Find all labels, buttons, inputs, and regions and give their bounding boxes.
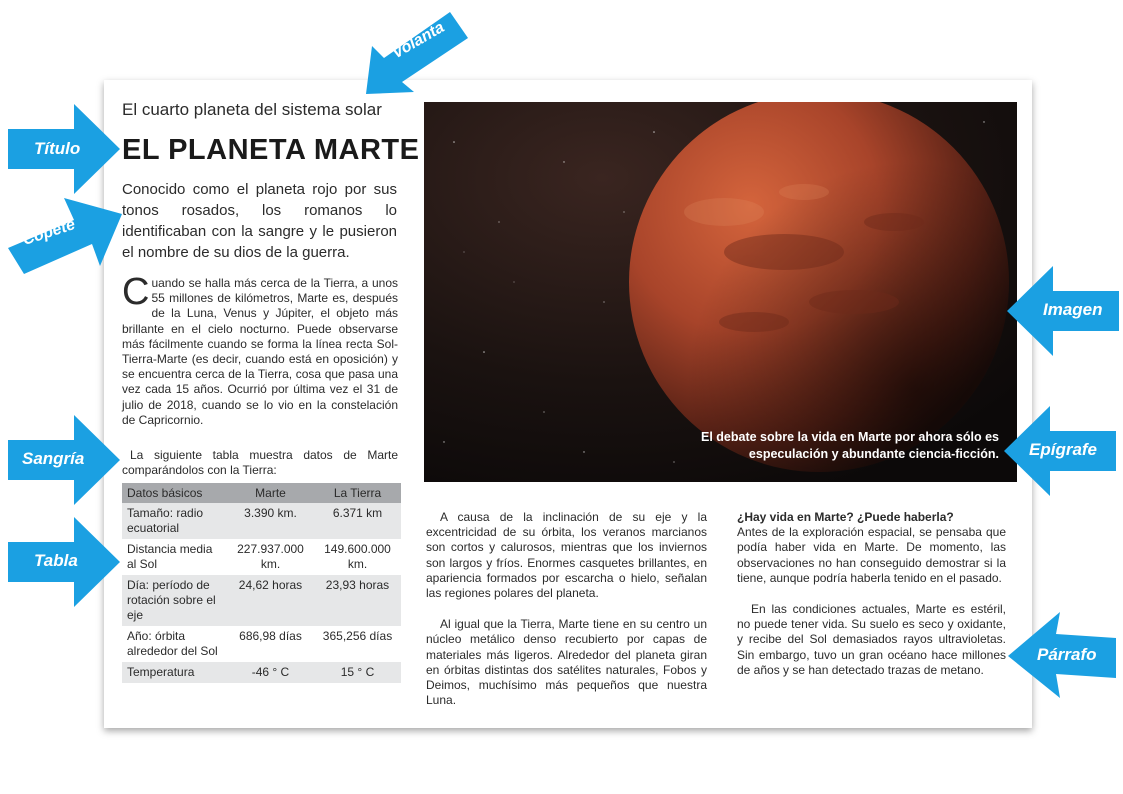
- image-caption: El debate sobre la vida en Marte por ahora sólo es especulación y abundante ciencia-ficción.: [700, 430, 999, 461]
- paragraph: Al igual que la Tierra, Marte tiene en su centro un núcleo metálico denso recubierto por capas de materiales más ligeros. Alrededor del planeta giran en órbitas distintas dos satélites naturales, Fobos y Deimos, muchísimo más pequeños que nuestra Luna.: [426, 617, 707, 708]
- volanta-text: El cuarto planeta del sistema solar: [122, 100, 382, 119]
- parrafo-label: Párrafo: [1037, 645, 1097, 664]
- paragraph: En las condiciones actuales, Marte es estéril, no puede tener vida. Su suelo es seco y oxidante, y recibe del Sol demasiados rayos ultravioletas. Sin embargo, tuvo un gran océano hace millones de años y se han detectado trazas de metano.: [737, 602, 1006, 677]
- table-header-cell: Marte: [227, 483, 314, 503]
- table-row: [122, 503, 401, 539]
- table-cell: Día: período de rotación sobre el eje: [122, 575, 227, 626]
- table-cell: 6.371 km: [314, 503, 401, 539]
- epigrafe-label: Epígrafe: [1029, 440, 1098, 459]
- column-three: [737, 510, 1006, 694]
- indented-paragraph: La siguiente tabla muestra datos de Marte comparándolos con la Tierra:: [122, 448, 398, 478]
- tabla-label: Tabla: [34, 551, 78, 570]
- subheading: ¿Hay vida en Marte? ¿Puede haberla?: [737, 510, 954, 524]
- mars-planet-illustration: [424, 102, 1017, 482]
- paragraph: Antes de la exploración espacial, se pensaba que podía haber vida en Marte. De momento, las observaciones no han conseguido demostrar si la tiene, aunque podría haberla tenido en el pasado.: [737, 525, 1006, 585]
- article-title: EL PLANETA MARTE: [122, 134, 420, 166]
- table-cell: 23,93 horas: [314, 575, 401, 626]
- table-header-row: [122, 483, 401, 503]
- first-paragraph-text: uando se halla más cerca de la Tierra, a unos 55 millones de kilómetros, Marte es, después de la Luna, Venus y Júpiter, el objeto más brillante en el cielo nocturno. Puede observarse más fácilmente cuando se forma la línea recta Sol-Tierra-Marte (es decir, cuando está en oposición) y se encuentra cerca de la Tierra, cosa que pasa una vez cada 15 años. Ocurrió por última vez el 31 de julio de 2018, cuando se lo vio en la constelación de Capricornio.: [122, 276, 398, 427]
- table-cell: Tamaño: radio ecuatorial: [122, 503, 227, 539]
- table-cell: 24,62 horas: [227, 575, 314, 626]
- table-cell: 15 ° C: [314, 662, 401, 683]
- mars-image: [424, 102, 1017, 482]
- column-two: [426, 510, 707, 724]
- table-row: [122, 539, 401, 575]
- sangria-label: Sangría: [22, 449, 85, 468]
- paragraph: A causa de la inclinación de su eje y la excentricidad de su órbita, los veranos marcianos son cortos y calurosos, mientras que los inviernos son largos y fríos. Enormes casquetes brillantes, en apariencia formados por escarcha o hielo, señalan las regiones polares del planeta.: [426, 510, 707, 601]
- drop-cap: C: [122, 271, 150, 313]
- table-header-cell: La Tierra: [314, 483, 401, 503]
- table-cell: 365,256 días: [314, 626, 401, 662]
- table-header-cell: Datos básicos: [122, 483, 227, 503]
- table-row: [122, 575, 401, 626]
- volanta-arrow-icon: [362, 6, 474, 98]
- table-cell: -46 ° C: [227, 662, 314, 683]
- data-table: [122, 483, 401, 683]
- imagen-label: Imagen: [1043, 300, 1103, 319]
- table-cell: Temperatura: [122, 662, 227, 683]
- copete-text: Conocido como el planeta rojo por sus tonos rosados, los romanos lo identificaban con la sangre y le pusieron el nombre de su dios de la guerra.: [122, 181, 397, 261]
- volanta-label: Volanta: [389, 18, 448, 63]
- table-cell: Año: órbita alrededor del Sol: [122, 626, 227, 662]
- titulo-label: Título: [34, 139, 81, 158]
- table-cell: 227.937.000 km.: [227, 539, 314, 575]
- table-row: [122, 626, 401, 662]
- table-cell: Distancia media al Sol: [122, 539, 227, 575]
- table-cell: 3.390 km.: [227, 503, 314, 539]
- first-paragraph: [122, 271, 398, 428]
- table-row: [122, 662, 401, 683]
- table-cell: 149.600.000 km.: [314, 539, 401, 575]
- copete-label: Copete: [20, 216, 78, 249]
- table-cell: 686,98 días: [227, 626, 314, 662]
